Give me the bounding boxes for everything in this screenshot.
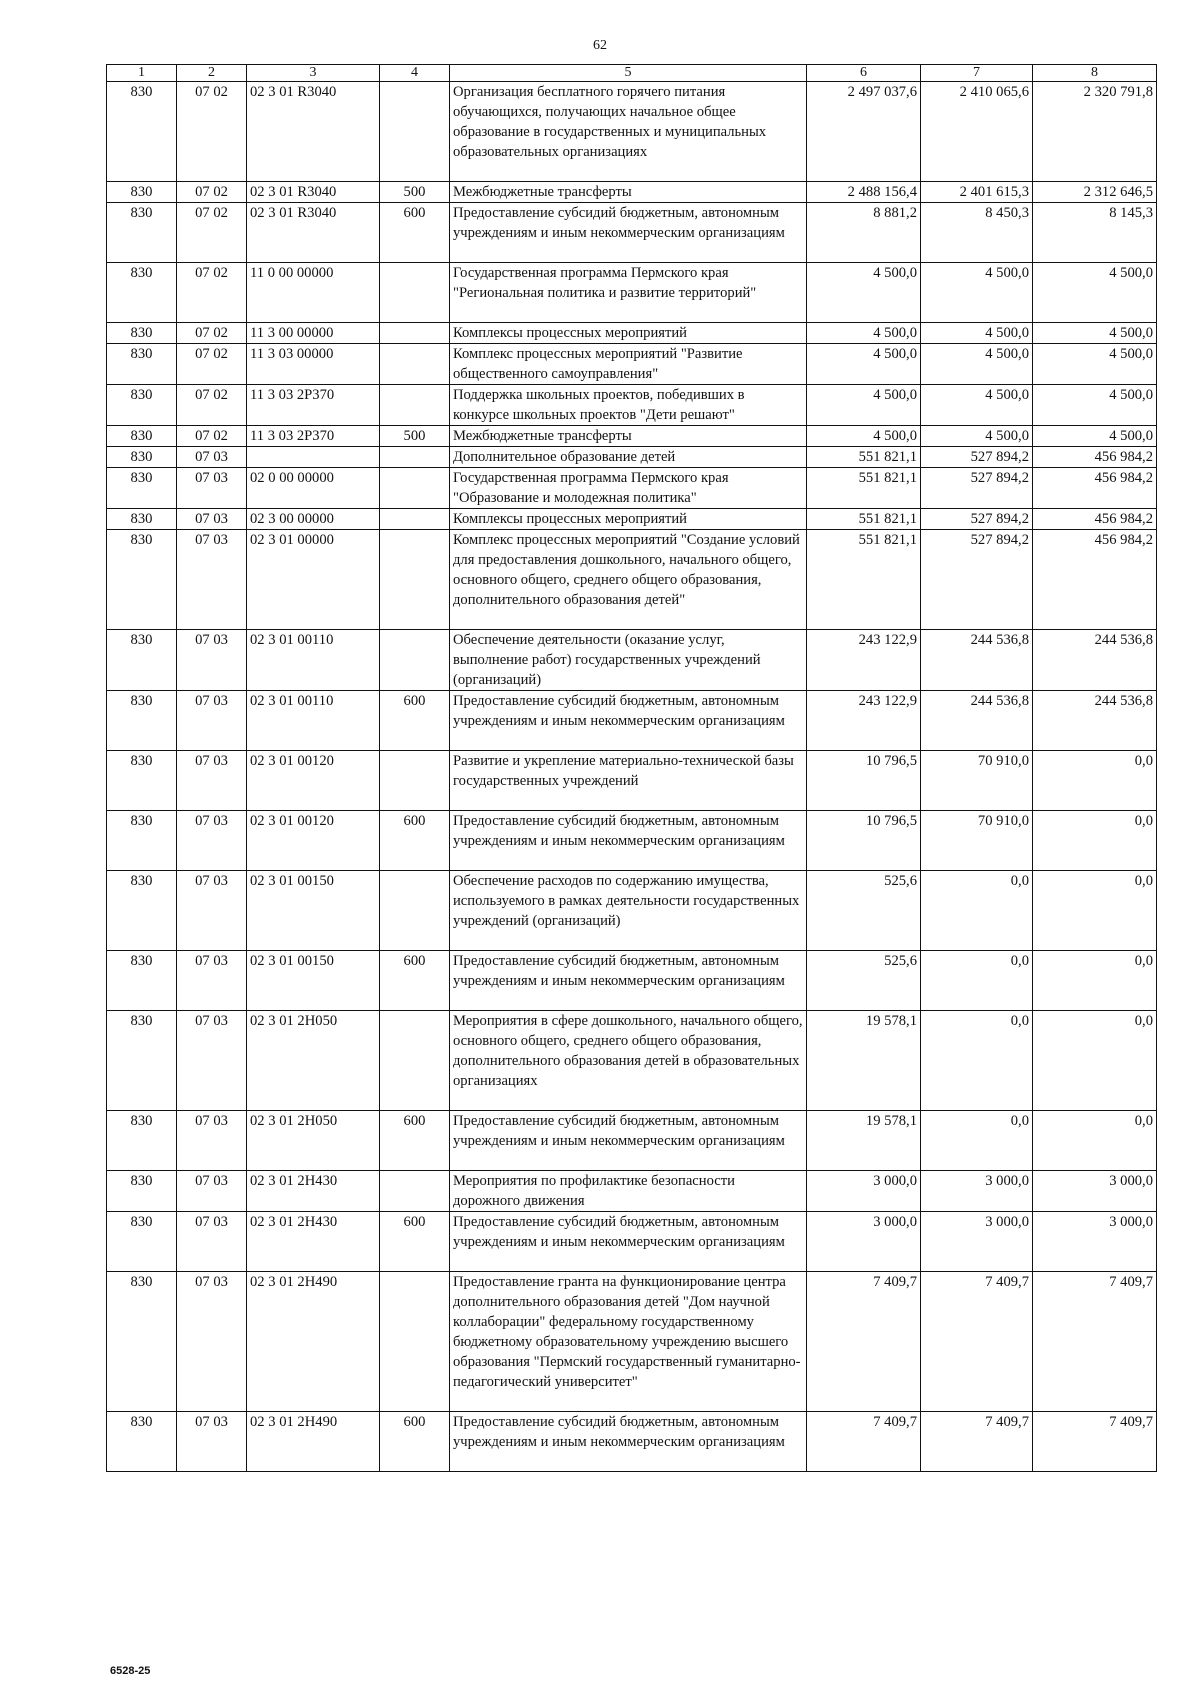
amount-year1-cell: 2 497 037,6 bbox=[807, 82, 921, 182]
target-article-cell: 02 3 01 2H430 bbox=[247, 1212, 380, 1272]
section-code-cell: 07 03 bbox=[177, 447, 247, 468]
ministry-code-cell: 830 bbox=[107, 385, 177, 426]
amount-year3-cell: 0,0 bbox=[1033, 1011, 1157, 1111]
ministry-code-cell: 830 bbox=[107, 1011, 177, 1111]
amount-year2-cell: 70 910,0 bbox=[921, 811, 1033, 871]
amount-year2-cell: 4 500,0 bbox=[921, 385, 1033, 426]
description-cell: Предоставление гранта на функционирование центра дополнительного образования детей "Дом научной коллаборации" федеральному государственному бюджетному образовательному учреждению высшего образования "Пермский государственный гуманитарно-педагогический университет" bbox=[450, 1272, 807, 1412]
amount-year3-cell: 8 145,3 bbox=[1033, 203, 1157, 263]
target-article-cell bbox=[247, 447, 380, 468]
amount-year3-cell: 2 312 646,5 bbox=[1033, 182, 1157, 203]
amount-year1-cell: 10 796,5 bbox=[807, 751, 921, 811]
amount-year1-cell: 7 409,7 bbox=[807, 1272, 921, 1412]
ministry-code-cell: 830 bbox=[107, 82, 177, 182]
amount-year2-cell: 8 450,3 bbox=[921, 203, 1033, 263]
ministry-code-cell: 830 bbox=[107, 871, 177, 951]
section-code-cell: 07 02 bbox=[177, 385, 247, 426]
description-cell: Поддержка школьных проектов, победивших в конкурсе школьных проектов "Дети решают" bbox=[450, 385, 807, 426]
expense-type-cell: 600 bbox=[380, 1412, 450, 1472]
expense-type-cell bbox=[380, 630, 450, 691]
target-article-cell: 02 3 01 00110 bbox=[247, 630, 380, 691]
table-row bbox=[107, 509, 1157, 530]
ministry-code-cell: 830 bbox=[107, 1272, 177, 1412]
column-header: 4 bbox=[380, 65, 450, 82]
table-row bbox=[107, 951, 1157, 1011]
description-cell: Предоставление субсидий бюджетным, автономным учреждениям и иным некоммерческим организациям bbox=[450, 811, 807, 871]
table-row bbox=[107, 691, 1157, 751]
column-header: 8 bbox=[1033, 65, 1157, 82]
section-code-cell: 07 02 bbox=[177, 323, 247, 344]
amount-year3-cell: 244 536,8 bbox=[1033, 630, 1157, 691]
ministry-code-cell: 830 bbox=[107, 509, 177, 530]
amount-year1-cell: 4 500,0 bbox=[807, 344, 921, 385]
amount-year3-cell: 4 500,0 bbox=[1033, 344, 1157, 385]
target-article-cell: 02 3 01 2H490 bbox=[247, 1272, 380, 1412]
column-header: 3 bbox=[247, 65, 380, 82]
section-code-cell: 07 02 bbox=[177, 263, 247, 323]
amount-year3-cell: 3 000,0 bbox=[1033, 1212, 1157, 1272]
description-cell: Обеспечение деятельности (оказание услуг, выполнение работ) государственных учреждений (организаций) bbox=[450, 630, 807, 691]
ministry-code-cell: 830 bbox=[107, 811, 177, 871]
column-header: 2 bbox=[177, 65, 247, 82]
ministry-code-cell: 830 bbox=[107, 344, 177, 385]
amount-year3-cell: 244 536,8 bbox=[1033, 691, 1157, 751]
amount-year1-cell: 551 821,1 bbox=[807, 468, 921, 509]
amount-year1-cell: 551 821,1 bbox=[807, 509, 921, 530]
description-cell: Межбюджетные трансферты bbox=[450, 182, 807, 203]
amount-year2-cell: 70 910,0 bbox=[921, 751, 1033, 811]
section-code-cell: 07 02 bbox=[177, 344, 247, 385]
section-code-cell: 07 03 bbox=[177, 1111, 247, 1171]
amount-year2-cell: 527 894,2 bbox=[921, 530, 1033, 630]
description-cell: Комплексы процессных мероприятий bbox=[450, 509, 807, 530]
section-code-cell: 07 03 bbox=[177, 1011, 247, 1111]
table-row bbox=[107, 1412, 1157, 1472]
section-code-cell: 07 02 bbox=[177, 82, 247, 182]
table-row bbox=[107, 1272, 1157, 1412]
amount-year3-cell: 4 500,0 bbox=[1033, 426, 1157, 447]
amount-year2-cell: 527 894,2 bbox=[921, 447, 1033, 468]
table-row bbox=[107, 426, 1157, 447]
ministry-code-cell: 830 bbox=[107, 263, 177, 323]
amount-year1-cell: 2 488 156,4 bbox=[807, 182, 921, 203]
target-article-cell: 02 3 01 2H430 bbox=[247, 1171, 380, 1212]
header-row bbox=[107, 65, 1157, 82]
description-cell: Государственная программа Пермского края "Региональная политика и развитие территорий" bbox=[450, 263, 807, 323]
amount-year2-cell: 527 894,2 bbox=[921, 468, 1033, 509]
amount-year1-cell: 8 881,2 bbox=[807, 203, 921, 263]
section-code-cell: 07 02 bbox=[177, 182, 247, 203]
target-article-cell: 11 0 00 00000 bbox=[247, 263, 380, 323]
ministry-code-cell: 830 bbox=[107, 323, 177, 344]
amount-year2-cell: 7 409,7 bbox=[921, 1272, 1033, 1412]
expense-type-cell: 500 bbox=[380, 426, 450, 447]
description-cell: Предоставление субсидий бюджетным, автономным учреждениям и иным некоммерческим организациям bbox=[450, 951, 807, 1011]
amount-year1-cell: 4 500,0 bbox=[807, 426, 921, 447]
amount-year1-cell: 3 000,0 bbox=[807, 1171, 921, 1212]
target-article-cell: 11 3 03 2P370 bbox=[247, 385, 380, 426]
column-header: 5 bbox=[450, 65, 807, 82]
amount-year3-cell: 4 500,0 bbox=[1033, 385, 1157, 426]
expense-type-cell bbox=[380, 1272, 450, 1412]
target-article-cell: 02 3 01 2H050 bbox=[247, 1111, 380, 1171]
amount-year3-cell: 4 500,0 bbox=[1033, 263, 1157, 323]
ministry-code-cell: 830 bbox=[107, 1212, 177, 1272]
table-row bbox=[107, 1171, 1157, 1212]
amount-year3-cell: 4 500,0 bbox=[1033, 323, 1157, 344]
expense-type-cell: 500 bbox=[380, 182, 450, 203]
description-cell: Предоставление субсидий бюджетным, автономным учреждениям и иным некоммерческим организациям bbox=[450, 1111, 807, 1171]
description-cell: Государственная программа Пермского края "Образование и молодежная политика" bbox=[450, 468, 807, 509]
amount-year2-cell: 4 500,0 bbox=[921, 344, 1033, 385]
section-code-cell: 07 03 bbox=[177, 1272, 247, 1412]
amount-year2-cell: 244 536,8 bbox=[921, 630, 1033, 691]
expense-type-cell bbox=[380, 871, 450, 951]
amount-year2-cell: 527 894,2 bbox=[921, 509, 1033, 530]
amount-year1-cell: 551 821,1 bbox=[807, 447, 921, 468]
section-code-cell: 07 02 bbox=[177, 426, 247, 447]
amount-year1-cell: 19 578,1 bbox=[807, 1011, 921, 1111]
document-code: 6528-25 bbox=[110, 1665, 151, 1677]
expense-type-cell bbox=[380, 323, 450, 344]
ministry-code-cell: 830 bbox=[107, 182, 177, 203]
description-cell: Комплекс процессных мероприятий "Развитие общественного самоуправления" bbox=[450, 344, 807, 385]
amount-year2-cell: 3 000,0 bbox=[921, 1212, 1033, 1272]
target-article-cell: 02 3 01 2H490 bbox=[247, 1412, 380, 1472]
target-article-cell: 11 3 03 00000 bbox=[247, 344, 380, 385]
amount-year3-cell: 456 984,2 bbox=[1033, 468, 1157, 509]
amount-year3-cell: 7 409,7 bbox=[1033, 1272, 1157, 1412]
table-row bbox=[107, 263, 1157, 323]
ministry-code-cell: 830 bbox=[107, 530, 177, 630]
amount-year3-cell: 0,0 bbox=[1033, 871, 1157, 951]
amount-year2-cell: 7 409,7 bbox=[921, 1412, 1033, 1472]
amount-year1-cell: 525,6 bbox=[807, 871, 921, 951]
table-row bbox=[107, 385, 1157, 426]
amount-year1-cell: 4 500,0 bbox=[807, 263, 921, 323]
amount-year1-cell: 3 000,0 bbox=[807, 1212, 921, 1272]
amount-year1-cell: 7 409,7 bbox=[807, 1412, 921, 1472]
table-row bbox=[107, 344, 1157, 385]
expense-type-cell bbox=[380, 1011, 450, 1111]
description-cell: Комплексы процессных мероприятий bbox=[450, 323, 807, 344]
target-article-cell: 02 3 01 00120 bbox=[247, 751, 380, 811]
column-header: 7 bbox=[921, 65, 1033, 82]
amount-year1-cell: 243 122,9 bbox=[807, 691, 921, 751]
amount-year1-cell: 10 796,5 bbox=[807, 811, 921, 871]
target-article-cell: 02 3 01 00000 bbox=[247, 530, 380, 630]
section-code-cell: 07 03 bbox=[177, 630, 247, 691]
target-article-cell: 02 3 01 00110 bbox=[247, 691, 380, 751]
section-code-cell: 07 03 bbox=[177, 468, 247, 509]
expense-type-cell bbox=[380, 530, 450, 630]
target-article-cell: 02 3 01 00120 bbox=[247, 811, 380, 871]
section-code-cell: 07 03 bbox=[177, 509, 247, 530]
table-row bbox=[107, 203, 1157, 263]
description-cell: Мероприятия по профилактике безопасности дорожного движения bbox=[450, 1171, 807, 1212]
section-code-cell: 07 03 bbox=[177, 530, 247, 630]
expense-type-cell: 600 bbox=[380, 1111, 450, 1171]
ministry-code-cell: 830 bbox=[107, 203, 177, 263]
target-article-cell: 02 3 01 R3040 bbox=[247, 203, 380, 263]
amount-year2-cell: 0,0 bbox=[921, 871, 1033, 951]
section-code-cell: 07 03 bbox=[177, 951, 247, 1011]
ministry-code-cell: 830 bbox=[107, 691, 177, 751]
amount-year3-cell: 456 984,2 bbox=[1033, 530, 1157, 630]
section-code-cell: 07 03 bbox=[177, 811, 247, 871]
page-number: 62 bbox=[593, 38, 607, 53]
amount-year3-cell: 0,0 bbox=[1033, 1111, 1157, 1171]
amount-year3-cell: 7 409,7 bbox=[1033, 1412, 1157, 1472]
table-row bbox=[107, 751, 1157, 811]
expense-type-cell: 600 bbox=[380, 811, 450, 871]
amount-year2-cell: 2 410 065,6 bbox=[921, 82, 1033, 182]
budget-table bbox=[106, 64, 1157, 1472]
expense-type-cell bbox=[380, 468, 450, 509]
section-code-cell: 07 02 bbox=[177, 203, 247, 263]
amount-year2-cell: 4 500,0 bbox=[921, 426, 1033, 447]
ministry-code-cell: 830 bbox=[107, 951, 177, 1011]
table-row bbox=[107, 811, 1157, 871]
section-code-cell: 07 03 bbox=[177, 1412, 247, 1472]
amount-year1-cell: 19 578,1 bbox=[807, 1111, 921, 1171]
amount-year3-cell: 0,0 bbox=[1033, 751, 1157, 811]
ministry-code-cell: 830 bbox=[107, 751, 177, 811]
description-cell: Комплекс процессных мероприятий "Создание условий для предоставления дошкольного, начального общего, основного общего, среднего общего образования, дополнительного образования детей" bbox=[450, 530, 807, 630]
table-row bbox=[107, 447, 1157, 468]
amount-year2-cell: 4 500,0 bbox=[921, 263, 1033, 323]
target-article-cell: 02 3 01 R3040 bbox=[247, 182, 380, 203]
amount-year3-cell: 0,0 bbox=[1033, 951, 1157, 1011]
amount-year1-cell: 525,6 bbox=[807, 951, 921, 1011]
amount-year3-cell: 456 984,2 bbox=[1033, 447, 1157, 468]
table-row bbox=[107, 530, 1157, 630]
target-article-cell: 11 3 00 00000 bbox=[247, 323, 380, 344]
section-code-cell: 07 03 bbox=[177, 751, 247, 811]
description-cell: Предоставление субсидий бюджетным, автономным учреждениям и иным некоммерческим организациям bbox=[450, 1212, 807, 1272]
table-row bbox=[107, 1011, 1157, 1111]
table-row bbox=[107, 182, 1157, 203]
expense-type-cell: 600 bbox=[380, 1212, 450, 1272]
amount-year1-cell: 4 500,0 bbox=[807, 323, 921, 344]
description-cell: Обеспечение расходов по содержанию имущества, используемого в рамках деятельности государственных учреждений (организаций) bbox=[450, 871, 807, 951]
amount-year1-cell: 243 122,9 bbox=[807, 630, 921, 691]
section-code-cell: 07 03 bbox=[177, 1212, 247, 1272]
target-article-cell: 02 3 01 R3040 bbox=[247, 82, 380, 182]
section-code-cell: 07 03 bbox=[177, 691, 247, 751]
amount-year3-cell: 2 320 791,8 bbox=[1033, 82, 1157, 182]
table-row bbox=[107, 1111, 1157, 1171]
ministry-code-cell: 830 bbox=[107, 468, 177, 509]
column-header: 6 bbox=[807, 65, 921, 82]
target-article-cell: 02 3 00 00000 bbox=[247, 509, 380, 530]
description-cell: Предоставление субсидий бюджетным, автономным учреждениям и иным некоммерческим организациям bbox=[450, 1412, 807, 1472]
ministry-code-cell: 830 bbox=[107, 1412, 177, 1472]
description-cell: Мероприятия в сфере дошкольного, начального общего, основного общего, среднего общего образования, дополнительного образования детей в образовательных организациях bbox=[450, 1011, 807, 1111]
amount-year2-cell: 4 500,0 bbox=[921, 323, 1033, 344]
ministry-code-cell: 830 bbox=[107, 1171, 177, 1212]
amount-year2-cell: 0,0 bbox=[921, 951, 1033, 1011]
expense-type-cell bbox=[380, 263, 450, 323]
expense-type-cell bbox=[380, 1171, 450, 1212]
table-row bbox=[107, 323, 1157, 344]
expense-type-cell: 600 bbox=[380, 691, 450, 751]
expense-type-cell bbox=[380, 82, 450, 182]
table-row bbox=[107, 1212, 1157, 1272]
expense-type-cell: 600 bbox=[380, 203, 450, 263]
amount-year3-cell: 3 000,0 bbox=[1033, 1171, 1157, 1212]
table-row bbox=[107, 871, 1157, 951]
section-code-cell: 07 03 bbox=[177, 871, 247, 951]
ministry-code-cell: 830 bbox=[107, 447, 177, 468]
amount-year2-cell: 244 536,8 bbox=[921, 691, 1033, 751]
expense-type-cell bbox=[380, 447, 450, 468]
amount-year2-cell: 3 000,0 bbox=[921, 1171, 1033, 1212]
target-article-cell: 02 3 01 00150 bbox=[247, 871, 380, 951]
description-cell: Дополнительное образование детей bbox=[450, 447, 807, 468]
description-cell: Развитие и укрепление материально-технической базы государственных учреждений bbox=[450, 751, 807, 811]
table-row bbox=[107, 630, 1157, 691]
section-code-cell: 07 03 bbox=[177, 1171, 247, 1212]
expense-type-cell: 600 bbox=[380, 951, 450, 1011]
table-row bbox=[107, 468, 1157, 509]
amount-year1-cell: 551 821,1 bbox=[807, 530, 921, 630]
column-header: 1 bbox=[107, 65, 177, 82]
expense-type-cell bbox=[380, 509, 450, 530]
amount-year3-cell: 0,0 bbox=[1033, 811, 1157, 871]
description-cell: Предоставление субсидий бюджетным, автономным учреждениям и иным некоммерческим организациям bbox=[450, 691, 807, 751]
description-cell: Организация бесплатного горячего питания обучающихся, получающих начальное общее образование в государственных и муниципальных образовательных организациях bbox=[450, 82, 807, 182]
expense-type-cell bbox=[380, 385, 450, 426]
expense-type-cell bbox=[380, 344, 450, 385]
ministry-code-cell: 830 bbox=[107, 426, 177, 447]
ministry-code-cell: 830 bbox=[107, 630, 177, 691]
amount-year3-cell: 456 984,2 bbox=[1033, 509, 1157, 530]
amount-year2-cell: 0,0 bbox=[921, 1011, 1033, 1111]
target-article-cell: 02 0 00 00000 bbox=[247, 468, 380, 509]
target-article-cell: 11 3 03 2P370 bbox=[247, 426, 380, 447]
target-article-cell: 02 3 01 2H050 bbox=[247, 1011, 380, 1111]
table-row bbox=[107, 82, 1157, 182]
target-article-cell: 02 3 01 00150 bbox=[247, 951, 380, 1011]
amount-year2-cell: 2 401 615,3 bbox=[921, 182, 1033, 203]
description-cell: Предоставление субсидий бюджетным, автономным учреждениям и иным некоммерческим организациям bbox=[450, 203, 807, 263]
description-cell: Межбюджетные трансферты bbox=[450, 426, 807, 447]
amount-year1-cell: 4 500,0 bbox=[807, 385, 921, 426]
ministry-code-cell: 830 bbox=[107, 1111, 177, 1171]
expense-type-cell bbox=[380, 751, 450, 811]
amount-year2-cell: 0,0 bbox=[921, 1111, 1033, 1171]
